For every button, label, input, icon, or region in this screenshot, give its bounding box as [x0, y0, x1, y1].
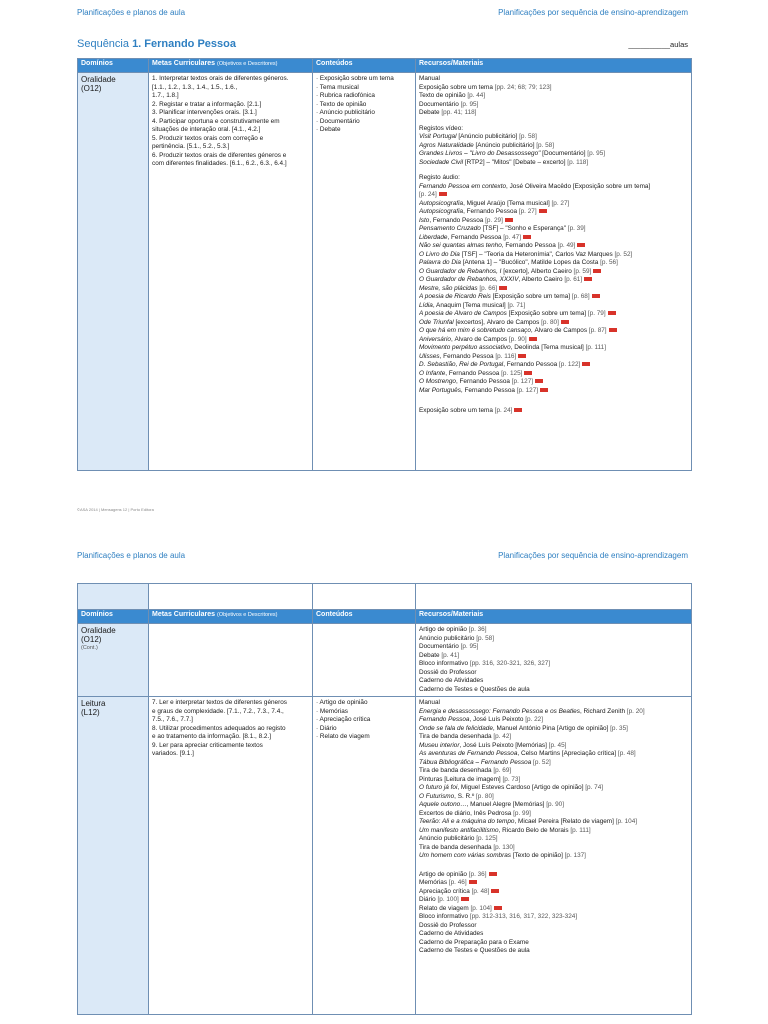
aulas-field: __________aulas: [628, 40, 688, 49]
oral-recursos-cell: [416, 624, 692, 697]
col-conteudos: Conteúdos: [313, 59, 416, 73]
pdf-icon[interactable]: [469, 880, 477, 884]
list-item: Debate [pp. 41; 118]: [419, 109, 477, 116]
list-item: · Rubrica radiofónica: [316, 92, 375, 99]
metas-cell: [149, 73, 313, 471]
domain-code: (O12): [81, 84, 102, 93]
list-item: Aniversário, Álvaro de Campos [p. 90]: [419, 336, 688, 345]
list-item: · Documentário: [316, 117, 360, 125]
list-item: Sociedade Civil [RTP2] – "Mitos" [Debate – excerto] [p. 118]: [419, 158, 589, 166]
domain-cell-oralidade: Oralidade (O12) (Cont.): [78, 624, 149, 697]
list-item: 6. Produzir textos orais de diferentes géneros e: [152, 151, 287, 159]
list-item: · Memórias: [316, 707, 348, 715]
list-item: Memórias [p. 46]: [419, 879, 688, 888]
list-item: Debate [p. 41]: [419, 651, 460, 659]
page1-header-left: Planificações e planos de aula: [77, 8, 186, 17]
list-item: · Debate: [316, 126, 341, 133]
list-item: · Apreciação crítica: [316, 716, 371, 723]
pdf-icon[interactable]: [439, 192, 447, 196]
list-item: Anúncio publicitário [p. 125]: [419, 835, 498, 842]
blank-row: [78, 584, 692, 610]
pdf-icon[interactable]: [539, 209, 547, 213]
col-metas: Metas Curriculares (Objetivos e Descritores): [149, 610, 313, 624]
list-item: Movimento perpétuo associativo, Deolinda [Tema musical] [p. 111]: [419, 344, 606, 351]
pdf-icon[interactable]: [514, 408, 522, 412]
list-item: situações de interação oral. [4.1., 4.2.]: [152, 126, 261, 133]
list-item: · Artigo de opinião: [316, 699, 368, 706]
list-item: O Mostrengo, Fernando Pessoa [p. 127]: [419, 378, 688, 387]
list-item: O Futurismo, S. R.º [p. 80]: [419, 792, 494, 800]
title-main: 1. Fernando Pessoa: [132, 38, 236, 50]
list-item: · Tema musical: [316, 83, 359, 91]
list-item: · Relato de viagem: [316, 733, 370, 740]
list-item: Caderno de Testes e Questões de aula: [419, 685, 530, 693]
list-item: Exposição sobre um tema [p. 24]: [419, 407, 688, 416]
recursos-cell: [416, 73, 692, 471]
pdf-icon[interactable]: [561, 320, 569, 324]
list-item: Relato de viagem [p. 104]: [419, 905, 688, 914]
manual-title: Manual: [419, 75, 440, 82]
list-item: 7.5., 7.6., 7.7.]: [152, 716, 193, 723]
list-item: Visit Portugal [Anúncio publicitário] [p. 58]: [419, 133, 537, 140]
footnote: ©ASA 2014 | Mensagens 12 | Porto Editora: [77, 507, 154, 512]
domain-cell: [78, 73, 149, 471]
list-item: Caderno de Testes e Questões de aula: [419, 947, 530, 954]
list-item: As aventuras de Fernando Pessoa, Celso Martins [Apreciação crítica] [p. 48]: [419, 750, 636, 757]
list-item: Mar Português, Fernando Pessoa [p. 127]: [419, 387, 688, 396]
list-item: Autopsicografia, Miguel Araújo [Tema musical] [p. 27]: [419, 199, 570, 207]
list-item: 5. Produzir textos orais com correção e: [152, 134, 264, 142]
list-item: Ode Triunfal [excertos], Álvaro de Campos [p. 80]: [419, 319, 688, 328]
list-item: Caderno de Atividades: [419, 930, 484, 937]
pdf-icon[interactable]: [491, 889, 499, 893]
list-item: A poesia de Ricardo Reis [Exposição sobre um tema] [p. 68]: [419, 293, 688, 302]
title-prefix: Sequência: [77, 38, 129, 50]
list-item: · Exposição sobre um tema: [316, 75, 394, 82]
pdf-icon[interactable]: [540, 388, 548, 392]
list-item: e ao tratamento da informação. [8.1., 8.2.]: [152, 733, 272, 740]
list-item: Não sei quantas almas tenho, Fernando Pessoa [p. 49]: [419, 242, 688, 251]
list-item: [p. 24]: [419, 191, 688, 200]
page-title: [77, 38, 236, 50]
list-item: Liberdade, Fernando Pessoa [p. 47]: [419, 234, 688, 243]
domain-name: Oralidade: [81, 75, 116, 84]
list-item: D. Sebastião, Rei de Portugal, Fernando Pessoa [p. 122]: [419, 361, 688, 370]
page1-header-right: Planificações por sequência de ensino-aprendizagem: [498, 8, 688, 17]
col-dominios: Domínios: [78, 610, 149, 624]
page2-header-left: Planificações e planos de aula: [77, 551, 186, 560]
list-item: 3. Planificar intervenções orais. [3.1.]: [152, 109, 257, 116]
list-item: Artigo de opinião [p. 36]: [419, 626, 487, 633]
list-item: 1. Interpretar textos orais de diferentes géneros.: [152, 75, 289, 82]
col-metas: Metas Curriculares (Objetivos e Descritores): [149, 59, 313, 73]
list-item: Dossiê do Professor: [419, 668, 477, 676]
pdf-icon[interactable]: [608, 311, 616, 315]
col-dominios: Domínios: [78, 59, 149, 73]
table-header: [78, 610, 692, 624]
list-item: Pensamento Cruzado [TSF] – "Sonho e Esperança" [p. 39]: [419, 225, 586, 232]
list-item: Grandes Livros – "Livro do Desassossego" [Documentário] [p. 95]: [419, 150, 606, 157]
list-item: variados. [9.1.]: [152, 750, 194, 757]
pdf-icon[interactable]: [582, 362, 590, 366]
leitura-recursos-cell: [416, 697, 692, 1015]
list-item: Tira de banda desenhada [p. 69]: [419, 767, 512, 774]
pdf-icon[interactable]: [489, 872, 497, 876]
list-item: Bloco informativo [pp. 316, 320-321, 326, 327]: [419, 660, 551, 667]
list-item: Artigo de opinião [p. 36]: [419, 871, 688, 880]
page2-header-right: Planificações por sequência de ensino-aprendizagem: [498, 551, 688, 560]
list-item: 7. Ler e interpretar textos de diferentes géneros: [152, 699, 287, 706]
list-item: Exposição sobre um tema [pp. 24; 68; 79; 123]: [419, 83, 552, 91]
list-item: Autopsicografia, Fernando Pessoa [p. 27]: [419, 208, 688, 217]
leitura-metas-cell: [149, 697, 313, 1015]
list-item: 1.7., 1.8.]: [152, 92, 179, 99]
pdf-icon[interactable]: [592, 294, 600, 298]
list-item: · Diário: [316, 724, 337, 732]
conteudos-cell: [313, 73, 416, 471]
list-item: Caderno de Preparação para o Exame: [419, 938, 529, 946]
manual-title: Manual: [419, 699, 440, 706]
list-item: e graus de complexidade. [7.1., 7.2., 7.3., 7.4.,: [152, 707, 284, 715]
list-item: Mestre, são plácidas [p. 66]: [419, 285, 688, 294]
pdf-icon[interactable]: [577, 243, 585, 247]
list-item: Isto, Fernando Pessoa [p. 29]: [419, 217, 688, 226]
list-item: Dossiê do Professor: [419, 921, 477, 929]
list-item: 4. Participar oportuna e construtivamente em: [152, 117, 280, 125]
list-item: Tábua Bibliográfica – Fernando Pessoa [p. 52]: [419, 758, 551, 766]
col-recursos: Recursos/Materiais: [416, 59, 692, 73]
list-item: Documentário [p. 95]: [419, 643, 479, 650]
list-item: Pinturas [Leitura de imagem] [p. 73]: [419, 775, 521, 783]
list-item: Palavra do Dia [Antena 1] – "Bucólico", Matilde Lopes da Costa [p. 56]: [419, 259, 618, 266]
list-item: O futuro já foi, Miguel Esteves Cardoso [Artigo de opinião] [p. 74]: [419, 784, 604, 791]
pdf-icon[interactable]: [593, 269, 601, 273]
list-item: Energia e desassossego: Fernando Pessoa e os Beatles, Richard Zenith [p. 20]: [419, 707, 645, 715]
list-item: O Guardador de Rebanhos, XXXIV, Alberto Caeiro [p. 61]: [419, 276, 688, 285]
audio-title: Registo áudio:: [419, 174, 460, 181]
list-item: Documentário [p. 95]: [419, 100, 479, 108]
pdf-icon[interactable]: [529, 337, 537, 341]
domain-cell-leitura: Leitura (L12): [78, 697, 149, 1015]
pdf-icon[interactable]: [524, 371, 532, 375]
page1-table: [77, 58, 692, 471]
pdf-icon[interactable]: [461, 897, 469, 901]
list-item: Caderno de Atividades: [419, 677, 484, 684]
pdf-icon[interactable]: [609, 328, 617, 332]
list-item: O Infante, Fernando Pessoa [p. 125]: [419, 370, 688, 379]
list-item: Aquele outono…, Manuel Alegre [Memórias] [p. 90]: [419, 801, 564, 808]
list-item: Um manifesto antifacilitismo, Ricardo Belo de Morais [p. 111]: [419, 826, 591, 834]
list-item: Excertos de diário, Inês Pedrosa [p. 99]: [419, 809, 531, 817]
list-item: com diferentes finalidades. [6.1., 6.2., 6.3., 6.4.]: [152, 160, 287, 167]
list-item: Apreciação crítica [p. 48]: [419, 888, 688, 897]
list-item: Tira de banda desenhada [p. 130]: [419, 843, 515, 851]
list-item: Anúncio publicitário [p. 58]: [419, 634, 494, 642]
list-item: Tira de banda desenhada [p. 42]: [419, 733, 512, 740]
list-item: · Texto de opinião: [316, 100, 367, 108]
list-item: · Anúncio publicitário: [316, 109, 375, 116]
list-item: 8. Utilizar procedimentos adequados ao registo: [152, 724, 286, 732]
list-item: Ulisses, Fernando Pessoa [p. 116]: [419, 353, 688, 362]
list-item: Museu interior, José Luís Peixoto [Memórias] [p. 45]: [419, 741, 567, 749]
list-item: Diário [p. 100]: [419, 896, 688, 905]
list-item: Um homem com várias sombras [Texto de opinião] [p. 137]: [419, 852, 586, 859]
pdf-icon[interactable]: [523, 235, 531, 239]
list-item: Onde se fala de felicidade, Manuel António Pina [Artigo de opinião] [p. 35]: [419, 724, 628, 732]
list-item: 9. Ler para apreciar criticamente textos: [152, 741, 263, 749]
list-item: pertinência. [5.1., 5.2., 5.3.]: [152, 143, 230, 150]
list-item: A poesia de Álvaro de Campos [Exposição sobre um tema] [p. 79]: [419, 310, 688, 319]
list-item: O que há em mim é sobretudo cansaço, Álvaro de Campos [p. 87]: [419, 327, 688, 336]
list-item: O Guardador de Rebanhos, I [excerto], Alberto Caeiro [p. 59]: [419, 268, 688, 277]
list-item: Texto de opinião [p. 44]: [419, 92, 486, 99]
list-item: Fernando Pessoa em contexto, José Oliveira Macêdo [Exposição sobre um tema]: [419, 182, 651, 190]
list-item: Lídia, Anaquim [Tema musical] [p. 71]: [419, 301, 526, 309]
table-header: [78, 59, 692, 73]
leitura-conteudos-cell: [313, 697, 416, 1015]
pdf-icon[interactable]: [584, 277, 592, 281]
list-item: O Livro do Dia [TSF] – "Teoria da Heteronímia", Carlos Vaz Marques [p. 52]: [419, 250, 633, 258]
list-item: Teerão: Ali e a máquina do tempo, Micael Pereira [Relato de viagem] [p. 104]: [419, 818, 638, 825]
list-item: 2. Registar e tratar a informação. [2.1.]: [152, 100, 262, 108]
video-title: Registos vídeo:: [419, 124, 464, 132]
list-item: [1.1., 1.2., 1.3., 1.4., 1.5., 1.6.,: [152, 83, 238, 91]
page2-table: [77, 583, 692, 1015]
pdf-icon[interactable]: [499, 286, 507, 290]
list-item: Fernando Pessoa, José Luís Peixoto [p. 22]: [419, 716, 543, 723]
pdf-icon[interactable]: [535, 379, 543, 383]
col-conteudos: Conteúdos: [313, 610, 416, 624]
pdf-icon[interactable]: [518, 354, 526, 358]
list-item: Bloco informativo [pp. 312-313, 316, 317, 322, 323-324]: [419, 913, 578, 920]
pdf-icon[interactable]: [494, 906, 502, 910]
pdf-icon[interactable]: [505, 218, 513, 222]
col-recursos: Recursos/Materiais: [416, 610, 692, 624]
list-item: Agros Naturalidade [Anúncio publicitário] [p. 58]: [419, 141, 555, 149]
